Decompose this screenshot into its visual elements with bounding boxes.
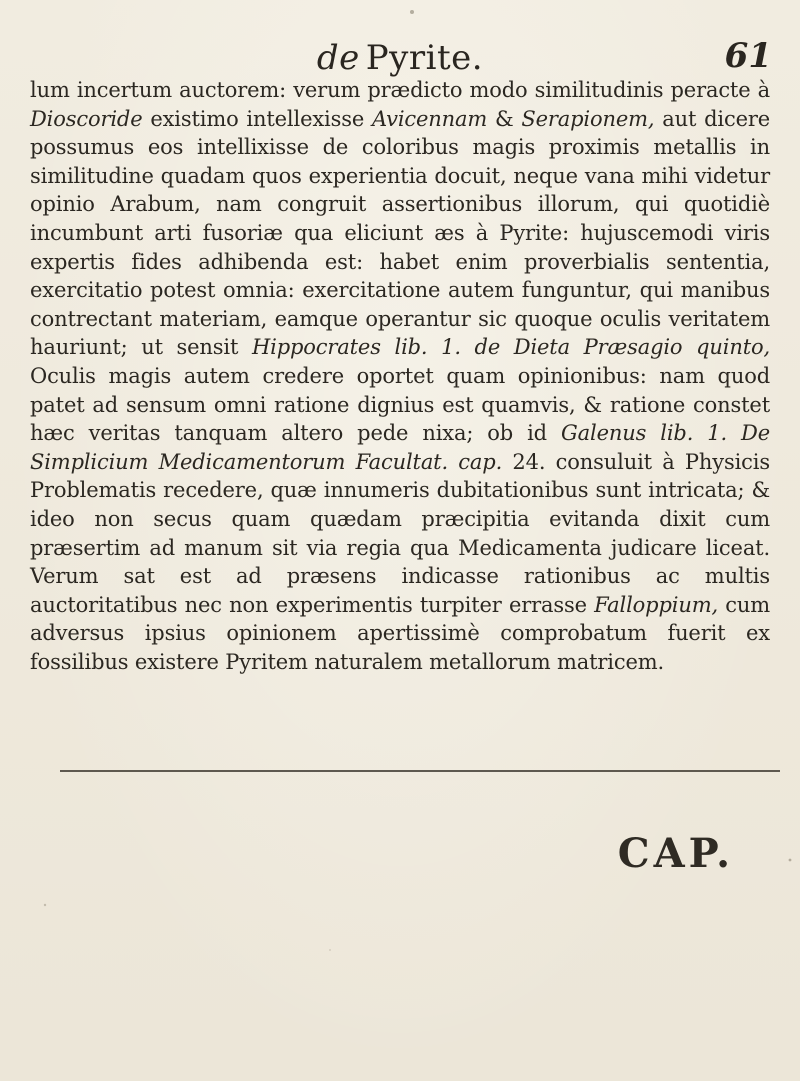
italic-name: Serapionem, [521,106,655,131]
horizontal-rule [60,770,780,772]
text-segment: Oculis magis autem credere oportet quam opinionibus: nam quod patet ad sensum omni ratione dignius est quamvis, & ratione constet hæc veritas tanquam altero pede nixa; ob id [30,363,770,446]
page-number: 61 [724,36,772,76]
running-head [0,20,800,78]
italic-name: Dioscoride [30,106,143,131]
italic-name: Avicennam [371,106,488,131]
text-segment: 24. consuluit à Physicis Problematis recedere, quæ innumeris dubitationibus sunt intricata; & ideo non secus quam quædam præcipitia evitanda dixit cum præsertim ad manum sit via regia qua Medicamenta judicare liceat. Verum sat est ad præsens indicasse rationibus ac multis auctoritatibus nec non experimentis turpiter errasse [30,449,770,617]
text-segment: cum adversus ipsius opinionem apertissimè comprobatum fuerit ex fossilibus existere Pyritem naturalem metallorum matricem. [30,592,770,674]
body-text [30,76,770,676]
text-segment: lum incertum auctorem: verum prædicto modo similitudinis peracte à [30,78,770,102]
page-title [0,38,800,78]
text-segment: existimo intellexisse [142,106,372,131]
italic-citation: Galenus lib. 1. De Simplicium Medicamentorum Facultat. cap. [30,421,770,474]
italic-name: Falloppium, [594,592,718,617]
catchword: CAP. [617,830,734,877]
italic-citation: Hippocrates lib. 1. de Dieta Præsagio quinto, [251,335,770,360]
title-prefix: de [316,38,360,78]
title-main: Pyrite. [365,38,484,78]
text-segment: & [487,106,522,131]
text-segment: aut dicere possumus eos intellixisse de coloribus magis proximis metallis in similitudine quadam quos experientia docuit, neque vana mihi videtur opinio Arabum, nam congruit assertionibus illorum, qui quotidiè incumbunt arti fusoriæ qua eliciunt æs à Pyrite: hujuscemodi viris expertis fides adhibenda est: habet enim proverbialis sententia, exercitatio potest omnia: exercitatione autem funguntur, qui manibus contrectant materiam, eamque operantur sic quoque oculis veritatem hauriunt; ut sensit [30,106,771,360]
